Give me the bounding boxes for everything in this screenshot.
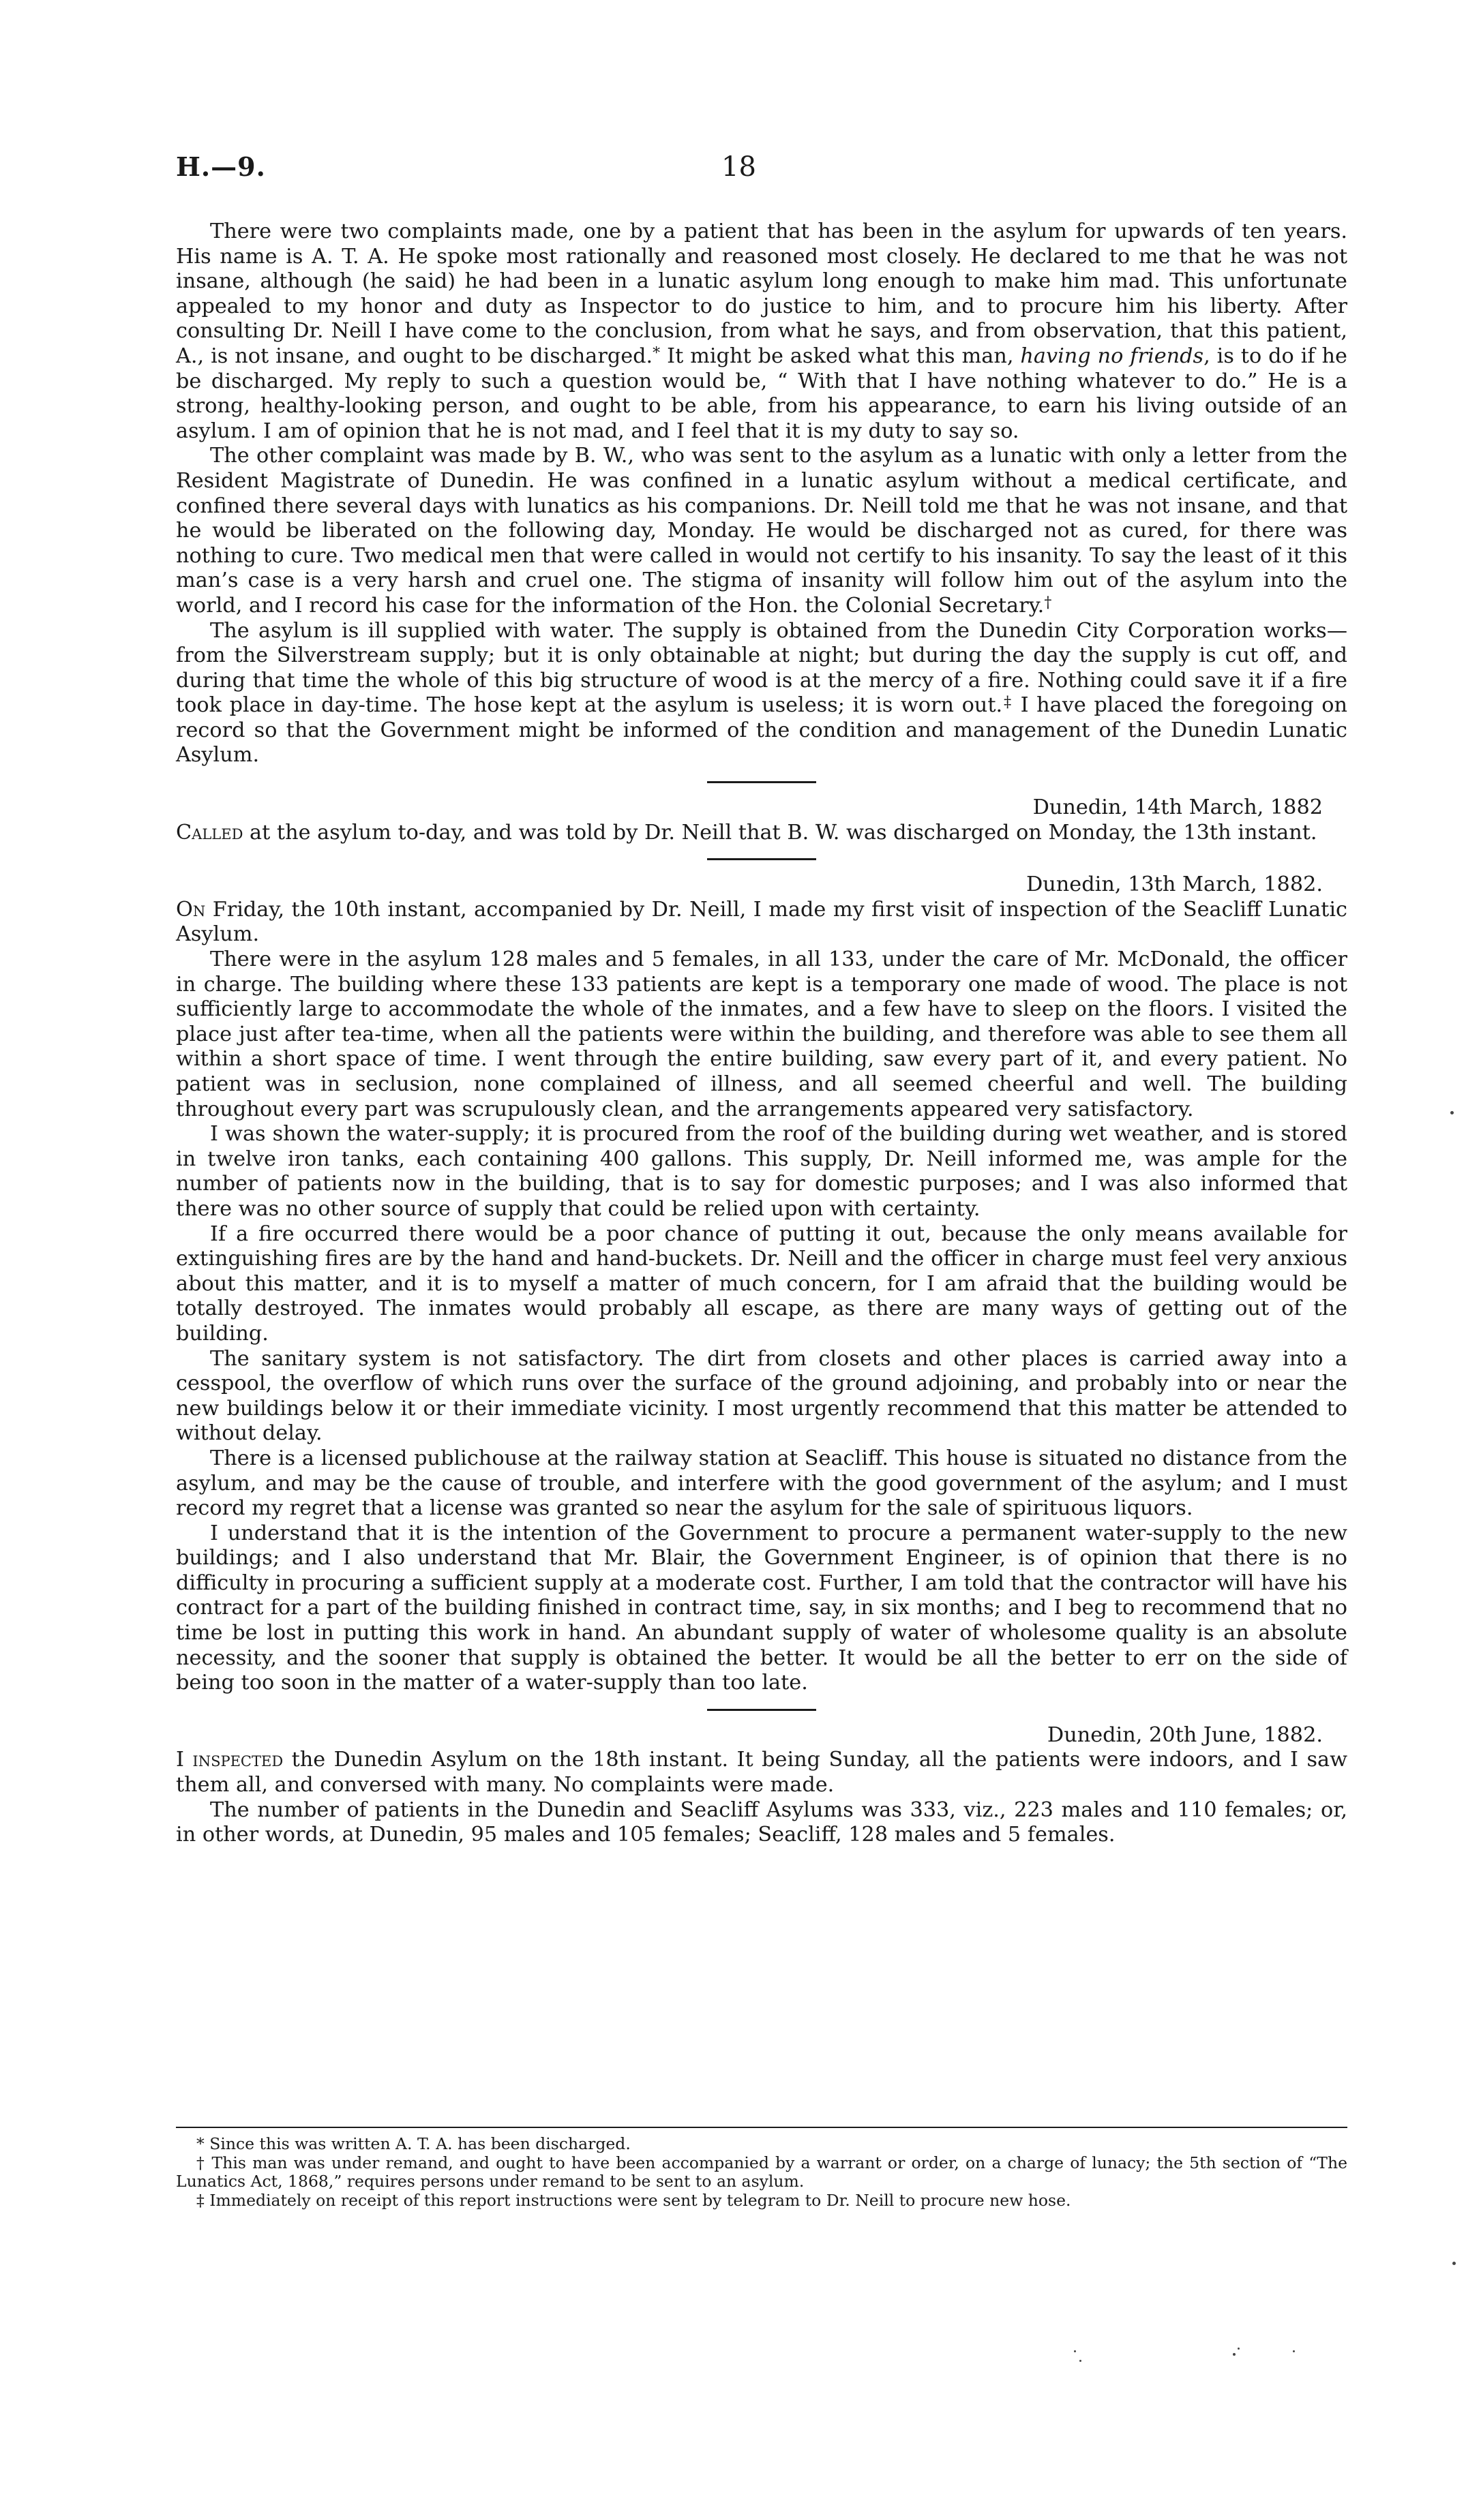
footnote: † This man was under remand, and ought to have been accompanied by a warrant or order, on a charge of lunacy; the 5th section of “The Lunatics Act, 1868,” requires persons under remand to be sent to an asylum. <box>176 2153 1347 2191</box>
scan-speck <box>1233 2353 1236 2356</box>
paragraph: There were two complaints made, one by a patient that has been in the asylum for upwards of ten years. His name is A. T. A. He spoke most rationally and reasoned most closely. He declared to me that he was not insane, although (he said) he had been in a lunatic asylum long enough to make him mad. This unfortunate appealed to my honor and duty as Inspector to do justice to him, and to procure him his liberty. After consulting Dr. Neill I have come to the conclusion, from what he says, and from observation, that this patient, A., is not insane, and ought to be discharged.* It might be asked what this man, having no friends, is to do if he be discharged. My reply to such a question would be, “ With that I have nothing whatever to do.” He is a strong, healthy-looking person, and ought to be able, from his appearance, to earn his living outside of an asylum. I am of opinion that he is not mad, and I feel that it is my duty to say so. <box>176 219 1347 443</box>
emphasis: having no friends <box>1020 344 1204 368</box>
paragraph: I understand that it is the intention of the Government to procure a permanent water-supply to the new buildings; and I also understand that Mr. Blair, the Government Engineer, is of opinion that there is no difficulty in procuring a sufficient supply at a moderate cost. Further, I am told that the contractor will have his contract for a part of the building finished in contract time, say, in six months; and I beg to recommend that no time be lost in putting this work in hand. An abundant supply of water of wholesome quality is an absolute necessity, and the sooner that supply is obtained the better. It would be all the better to err on the side of being too soon in the matter of a water-supply than too late. <box>176 1521 1347 1695</box>
paragraph: If a fire occurred there would be a poor chance of putting it out, because the only means available for extinguishing fires are by the hand and hand-buckets. Dr. Neill and the officer in charge must feel very anxious about this matter, and it is to myself a matter of much concern, for I am afraid that the building would be totally destroyed. The inmates would probably all escape, as there are many ways of getting out of the building. <box>176 1221 1347 1346</box>
paragraph: The number of patients in the Dunedin and Seacliff Asylums was 333, viz., 223 males and 110 females; or, in other words, at Dunedin, 95 males and 105 females; Seacliff, 128 males and 5 females. <box>176 1797 1347 1847</box>
paragraph: I was shown the water-supply; it is procured from the roof of the building during wet weather, and is stored in twelve iron tanks, each containing 400 gallons. This supply, Dr. Neill informed me, was ample for the number of patients now in the building, that is to say for domestic purposes; and I was also informed that there was no other source of supply that could be relied upon with certainty. <box>176 1122 1347 1221</box>
lead-word: On <box>176 897 206 922</box>
footnote: ‡ Immediately on receipt of this report instructions were sent by telegram to Dr. Neill to procure new hose. <box>196 2190 1071 2210</box>
footnotes <box>176 2135 1347 2210</box>
paragraph: There were in the asylum 128 males and 5 females, in all 133, under the care of Mr. McDonald, the officer in charge. The building where these 133 patients are kept is a temporary one made of wood. The place is not sufficiently large to accommodate the whole of the inmates, and a few have to sleep on the floors. I visited the place just after tea-time, when all the patients were within the building, and therefore was able to see them all within a short space of time. I went through the entire building, saw every part of it, and every patient. No patient was in seclusion, none complained of illness, and all seemed cheerful and well. The building throughout every part was scrupulously clean, and the arrangements appeared very satisfactory. <box>176 947 1347 1121</box>
page-header <box>176 151 1349 192</box>
scan-speck <box>1074 2350 1076 2352</box>
scan-speck <box>1450 1111 1454 1114</box>
dateline: Dunedin, 20th June, 1882. <box>1047 1722 1323 1747</box>
paragraph: The sanitary system is not satisfactory. The dirt from closets and other places is carried away into a cesspool, the overflow of which runs over the surface of the ground adjoining, and probably into or near the new buildings below it or their immediate vicinity. I most urgently recommend that this matter be attended to without delay. <box>176 1346 1347 1446</box>
dateline: Dunedin, 13th March, 1882. <box>1026 872 1323 897</box>
document-id: H.—9. <box>176 151 266 182</box>
scan-speck <box>1079 2360 1081 2362</box>
scan-speck <box>1238 2348 1240 2350</box>
page-number: 18 <box>721 151 756 183</box>
paragraph: On Friday, the 10th instant, accompanied by Dr. Neill, I made my first visit of inspection of the Seacliff Lunatic Asylum. <box>176 897 1347 947</box>
section-divider <box>707 781 816 783</box>
section-divider <box>707 858 816 860</box>
section-divider <box>707 1709 816 1711</box>
paragraph: The other complaint was made by B. W., who was sent to the asylum as a lunatic with only a letter from the Resident Magistrate of Dunedin. He was confined in a lunatic asylum without a medical certificate, and confined there several days with lunatics as his companions. Dr. Neill told me that he was not insane, and that he would be liberated on the following day, Monday. He would be discharged not as cured, for there was nothing to cure. Two medical men that were called in would not certify to his insanity. To say the least of it this man’s case is a very harsh and cruel one. The stigma of insanity will follow him out of the asylum into the world, and I record his case for the information of the Hon. the Colonial Secretary.† <box>176 444 1347 618</box>
dateline: Dunedin, 14th March, 1882 <box>1032 795 1323 820</box>
paragraph: There is a licensed publichouse at the railway station at Seacliff. This house is situated no distance from the asylum, and may be the cause of trouble, and interfere with the good government of the asylum; and I must record my regret that a license was granted so near the asylum for the sale of spirituous liquors. <box>176 1446 1347 1521</box>
scan-speck <box>1293 2350 1295 2352</box>
footnote-divider <box>176 2127 1347 2128</box>
body-text <box>176 219 1347 1848</box>
lead-word: Called <box>176 820 243 845</box>
paragraph: I inspected the Dunedin Asylum on the 18th instant. It being Sunday, all the patients were indoors, and I saw them all, and conversed with many. No complaints were made. <box>176 1748 1347 1797</box>
footnote-marker: † <box>1044 594 1052 611</box>
paragraph: Called at the asylum to-day, and was told by Dr. Neill that B. W. was discharged on Monday, the 13th instant. <box>176 820 1317 845</box>
footnote-marker: ‡ <box>1002 694 1013 712</box>
scan-speck <box>1452 2262 1456 2265</box>
footnote: * Since this was written A. T. A. has been discharged. <box>196 2134 631 2153</box>
paragraph: The asylum is ill supplied with water. The supply is obtained from the Dunedin City Corporation works—from the Silverstream supply; but it is only obtainable at night; but during the day the supply is cut off, and during that time the whole of this big structure of wood is at the mercy of a fire. Nothing could save it if a fire took place in day-time. The hose kept at the asylum is useless; it is worn out.‡ I have placed the foregoing on record so that the Government might be informed of the condition and management of the Dunedin Lunatic Asylum. <box>176 618 1348 768</box>
footnote-marker: * <box>653 344 661 362</box>
lead-word: I inspected <box>176 1748 284 1772</box>
